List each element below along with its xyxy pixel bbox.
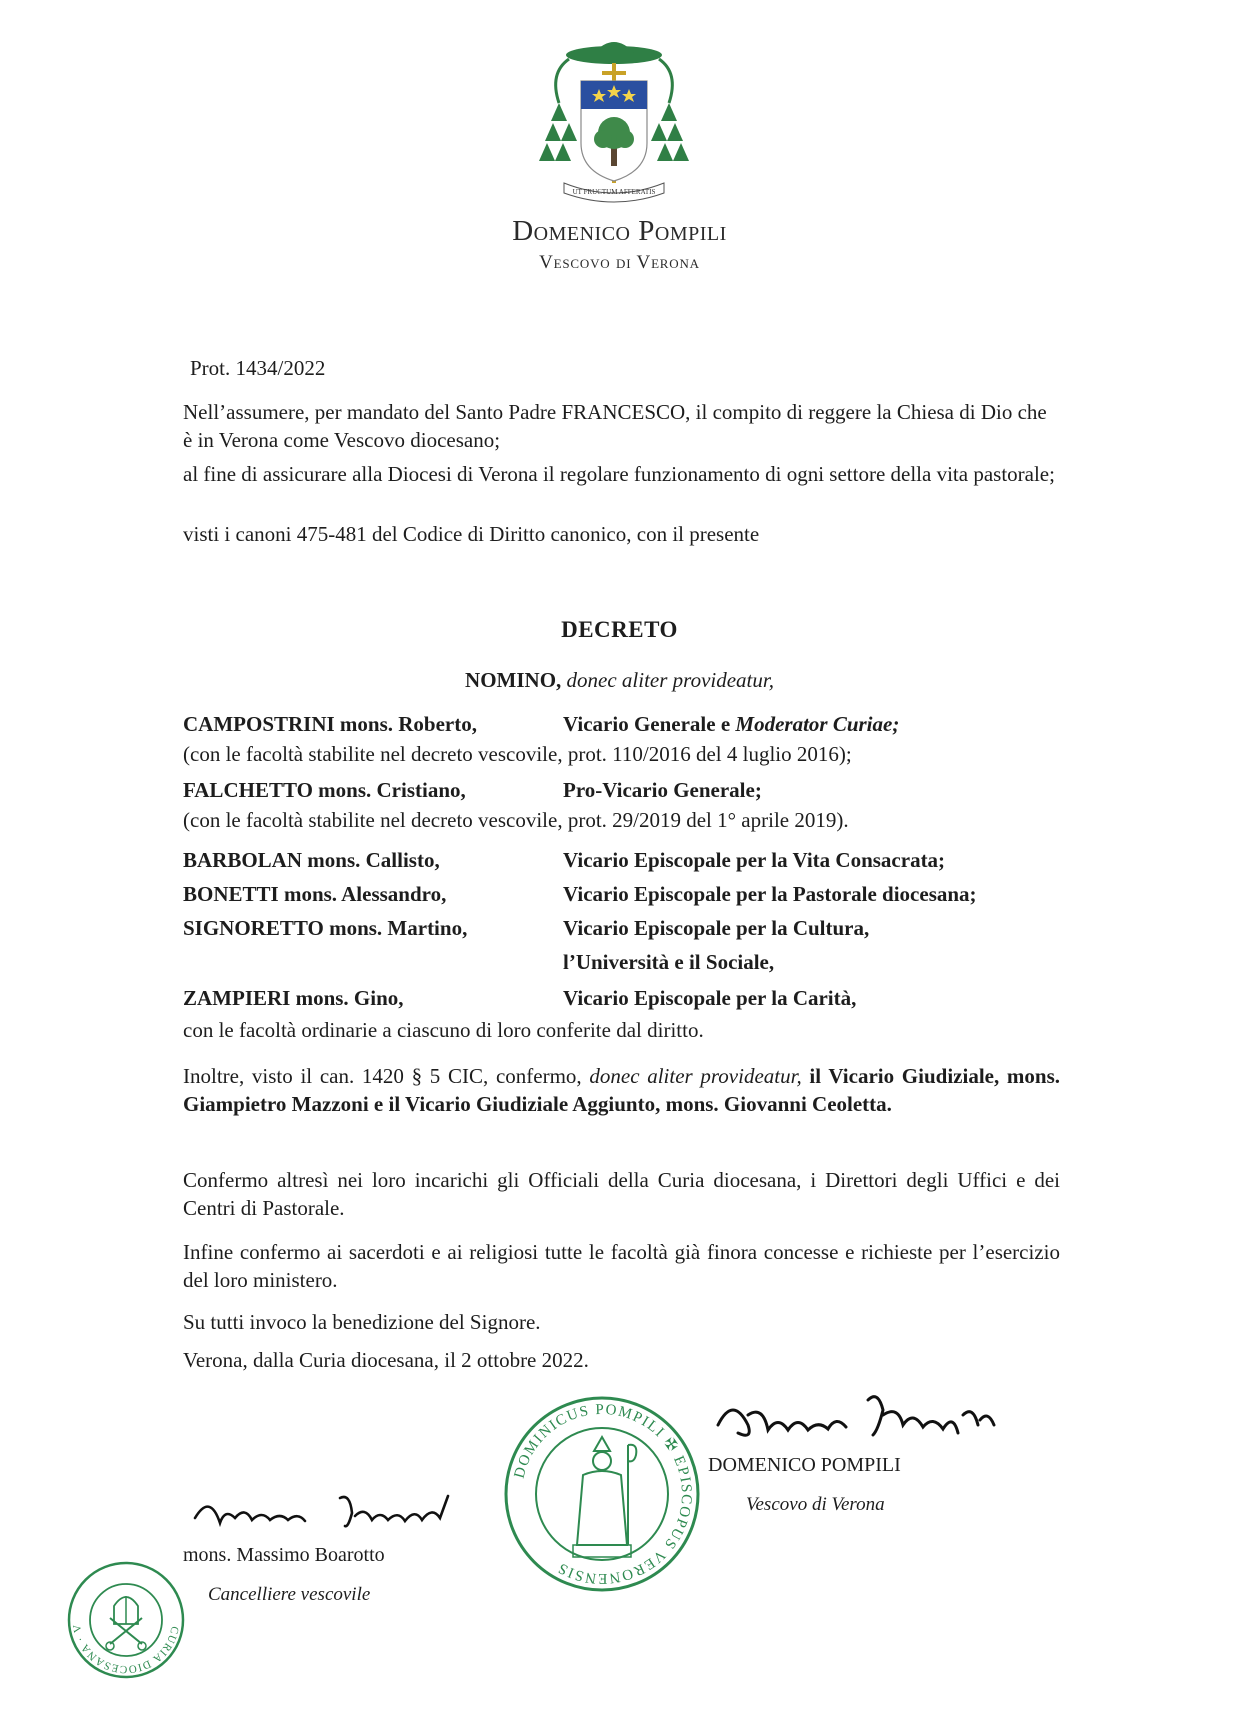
officials-paragraph: Confermo altresì nei loro incarichi gli Officiali della Curia diocesana, i Direttori degli Uffici e dei Centri di Pastorale.	[183, 1168, 1060, 1220]
role-campostrini-text: Vicario Generale e	[563, 712, 731, 736]
appointee-falchetto: FALCHETTO mons. Cristiano,	[183, 778, 466, 802]
coat-of-arms-emblem	[539, 33, 689, 208]
judicial-bold: il Vicario Giudiziale, mons. Giampietro Mazzoni e il Vicario Giudiziale Aggiunto, mons. Giovanni Ceoletta.	[183, 1064, 1061, 1116]
chancellor-signature-scribble	[190, 1488, 460, 1538]
motto-text: UT FRUCTUM AFFERATIS	[572, 188, 656, 196]
decree-title: DECRETO	[561, 617, 678, 642]
intro-paragraph-1: Nell’assumere, per mandato del Santo Padre FRANCESCO, il compito di reggere la Chiesa di Dio che è in Verona come Vescovo diocesano;	[183, 400, 1047, 452]
role-barbolan: Vicario Episcopale per la Vita Consacrata;	[563, 848, 946, 872]
appointee-signoretto: SIGNORETTO mons. Martino,	[183, 916, 468, 940]
appointee-campostrini: CAMPOSTRINI mons. Roberto,	[183, 712, 477, 736]
role-bonetti: Vicario Episcopale per la Pastorale diocesana;	[563, 882, 977, 906]
note-campostrini: (con le facoltà stabilite nel decreto vescovile, prot. 110/2016 del 4 luglio 2016);	[183, 742, 852, 766]
role-zampieri: Vicario Episcopale per la Carità,	[563, 986, 857, 1010]
bishop-seal-image	[503, 1395, 701, 1593]
protocol-number: Prot. 1434/2022	[190, 356, 326, 380]
role-signoretto-1: Vicario Episcopale per la Cultura,	[563, 916, 870, 940]
appointee-bonetti: BONETTI mons. Alessandro,	[183, 882, 447, 906]
chancellor-signature-role: Cancelliere vescovile	[208, 1584, 371, 1605]
curia-seal-text: CURIA DIOCESANA · V	[71, 1622, 181, 1676]
chancellor-handwritten-signature	[190, 1488, 460, 1538]
judicial-paragraph	[183, 1062, 1060, 1118]
nomino-verb: NOMINO,	[465, 668, 562, 692]
bishop-signature-role: Vescovo di Verona	[746, 1494, 885, 1515]
bishop-handwritten-signature	[708, 1385, 998, 1455]
intro-paragraph-2: al fine di assicurare alla Diocesi di Verona il regolare funzionamento di ogni settore della vita pastorale;	[183, 462, 1055, 486]
date-line: Verona, dalla Curia diocesana, il 2 ottobre 2022.	[183, 1348, 589, 1372]
bishop-name-header: Domenico Pompili	[512, 215, 727, 247]
faculties-confirm-paragraph: Infine confermo ai sacerdoti e ai religiosi tutte le facoltà già finora concesse e richieste per l’esercizio del loro ministero.	[183, 1240, 1060, 1292]
coat-of-arms	[539, 33, 689, 208]
blessing-line: Su tutti invoco la benedizione del Signore.	[183, 1310, 541, 1334]
role-falchetto: Pro-Vicario Generale;	[563, 778, 762, 802]
bishop-seal-text: DOMINICUS POMPILI ✠ EPISCOPUS VERONENSIS	[511, 1401, 695, 1587]
nomino-line	[0, 668, 1239, 693]
judicial-lead: Inoltre, visto il can. 1420 § 5 CIC, confermo,	[183, 1064, 582, 1088]
intro-paragraph-3: visti i canoni 475-481 del Codice di Diritto canonico, con il presente	[183, 522, 760, 546]
curia-seal-image	[66, 1560, 186, 1680]
role-campostrini-italic: Moderator Curiae;	[735, 712, 900, 736]
chancellor-signature-name: mons. Massimo Boarotto	[183, 1544, 385, 1566]
note-falchetto: (con le facoltà stabilite nel decreto vescovile, prot. 29/2019 del 1° aprile 2019).	[183, 808, 849, 832]
appointee-zampieri: ZAMPIERI mons. Gino,	[183, 986, 404, 1010]
judicial-formula: donec aliter provideatur,	[589, 1064, 802, 1088]
faculties-line: con le facoltà ordinarie a ciascuno di loro conferite dal diritto.	[183, 1018, 704, 1042]
svg-text:DOMINICUS POMPILI ✠ EPISCOPUS	[512, 1402, 695, 1586]
bishop-seal	[503, 1395, 701, 1593]
bishop-signature-scribble	[708, 1385, 998, 1455]
bishop-title-header: Vescovo di Verona	[539, 252, 700, 273]
nomino-formula: donec aliter provideatur,	[566, 668, 774, 692]
role-campostrini	[563, 712, 899, 737]
role-signoretto-2: l’Università e il Sociale,	[563, 950, 775, 974]
bishop-signature-name: DOMENICO POMPILI	[708, 1454, 901, 1476]
appointee-barbolan: BARBOLAN mons. Callisto,	[183, 848, 440, 872]
curia-seal	[66, 1560, 186, 1680]
